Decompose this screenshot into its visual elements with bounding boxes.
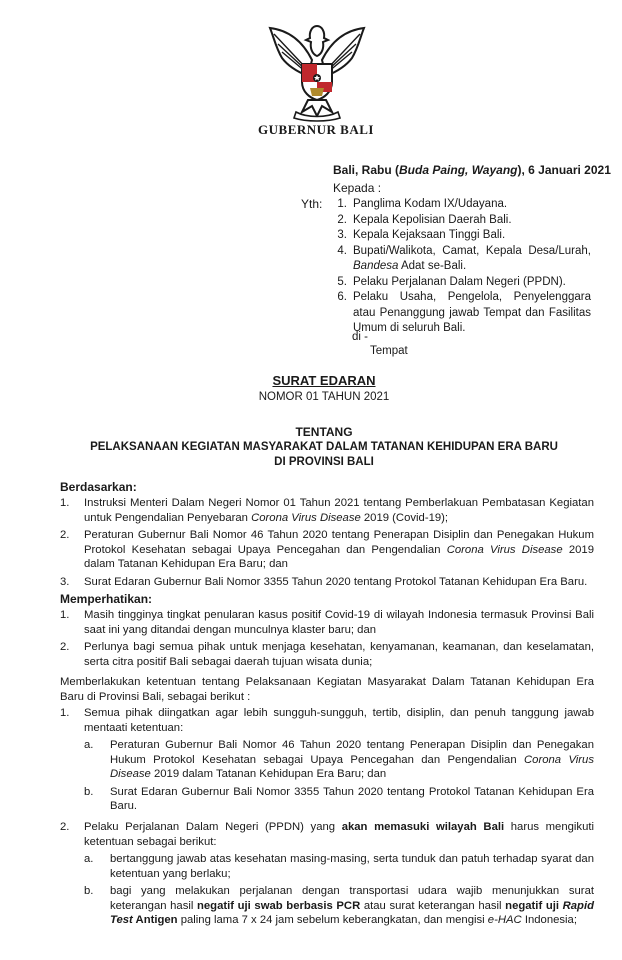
document-number: NOMOR 01 TAHUN 2021 — [258, 391, 390, 403]
sub-list-item: a. Peraturan Gubernur Bali Nomor 46 Tahun 2020 tentang Penerapan Disiplin dan Penegakan Hukum Protokol Kesehatan sebagai Upaya Pencegahan dan Pengendalian Corona Virus Disease 2019 dalam Tatanan Kehidupan Era Baru; dan — [84, 739, 594, 780]
list-item: 2. Pelaku Perjalanan Dalam Negeri (PPDN) yang akan memasuki wilayah Bali harus mengikuti ketentuan sebagai berikut: — [60, 821, 594, 848]
tempat-label: Tempat — [370, 345, 408, 357]
ketentuan-list-2 — [60, 820, 594, 931]
list-item: 1. Masih tingginya tingkat penularan kasus positif Covid-19 di wilayah Indonesia termasuk Provinsi Bali saat ini yang ditandai dengan munculnya klaster baru; dan — [60, 609, 594, 636]
recipient-item: 3. Kepala Kejaksaan Tinggi Bali. — [337, 229, 506, 241]
list-item: 1. Instruksi Menteri Dalam Negeri Nomor 01 Tahun 2021 tentang Pemberlakuan Pembatasan Kegiatan untuk Pengendalian Penyebaran Corona Virus Disease 2019 (Covid-19); — [60, 497, 594, 524]
ketentuan-intro: Memberlakukan ketentuan tentang Pelaksanaan Kegiatan Masyarakat Dalam Tatanan Kehidupan Era Baru di Provinsi Bali, sebagai berikut : — [60, 676, 594, 703]
document-title: SURAT EDARAN — [272, 373, 376, 388]
list-item: 2. Peraturan Gubernur Bali Nomor 46 Tahun 2020 tentang Penerapan Disiplin dan Penegakan Hukum Protokol Kesehatan sebagai Upaya Pencegahan dan Pengendalian Corona Virus Disease 2019 dalam Tatanan Kehidupan Era Baru; dan — [60, 529, 594, 570]
kepada-label: Kepada : — [333, 181, 382, 195]
sub-list-item: b. bagi yang melakukan perjalanan dengan transportasi udara wajib menunjukkan surat keterangan hasil negatif uji swab berbasis PCR atau surat keterangan hasil negatif uji Rapid Test Antigen paling lama 7 x 24 jam sebelum keberangkatan, dan mengisi e-HAC Indonesia; — [84, 885, 594, 926]
memperhatikan-heading: Memperhatikan: — [60, 592, 153, 606]
sub-list-item: b. Surat Edaran Gubernur Bali Nomor 3355 Tahun 2020 tentang Protokol Tatanan Kehidupan Era Baru. — [84, 785, 594, 812]
document-subject: PELAKSANAAN KEGIATAN MASYARAKAT DALAM TATANAN KEHIDUPAN ERA BARU DI PROVINSI BALI — [90, 441, 558, 468]
memperhatikan-list — [60, 608, 594, 672]
yth-label: Yth: — [301, 197, 323, 211]
ketentuan-list-1 — [60, 706, 594, 817]
list-item: 2. Perlunya bagi semua pihak untuk menjaga kesehatan, kenyamanan, keamanan, dan keselamatan, serta citra positif Bali sebagai daerah tujuan wisata dunia; — [60, 641, 594, 668]
recipient-list — [301, 197, 591, 337]
di-label: di - — [352, 331, 368, 343]
list-item: 1. Semua pihak diingatkan agar lebih sungguh-sungguh, tertib, disiplin, dan penuh tanggung jawab mentaati ketentuan: — [60, 707, 594, 734]
berdasarkan-list — [60, 496, 594, 592]
sub-list-item: a. bertanggung jawab atas kesehatan masing-masing, serta tunduk dan patuh terhadap syarat dan ketentuan yang berlaku; — [84, 853, 594, 880]
list-item: 3. Surat Edaran Gubernur Bali Nomor 3355 Tahun 2020 tentang Protokol Tatanan Kehidupan Era Baru. — [60, 575, 588, 588]
tentang-label: TENTANG — [295, 425, 353, 439]
letter-date: Bali, Rabu (Buda Paing, Wayang), 6 Januari 2021 — [333, 163, 611, 177]
recipient-item: 2. Kepala Kepolisian Daerah Bali. — [337, 213, 512, 226]
recipient-item: 6. Pelaku Usaha, Pengelola, Penyelenggara atau Penanggung jawab Tempat dan Fasilitas Umum di seluruh Bali. — [337, 291, 591, 334]
garuda-emblem-icon — [262, 20, 372, 122]
berdasarkan-heading: Berdasarkan: — [60, 480, 137, 494]
recipient-item: 5. Pelaku Perjalanan Dalam Negeri (PPDN). — [337, 275, 566, 288]
recipient-item: 1. Panglima Kodam IX/Udayana. — [337, 198, 508, 210]
office-title: GUBERNUR BALI — [258, 122, 374, 137]
recipient-item: 4. Bupati/Walikota, Camat, Kepala Desa/Lurah, Bandesa Adat se-Bali. — [337, 244, 591, 272]
